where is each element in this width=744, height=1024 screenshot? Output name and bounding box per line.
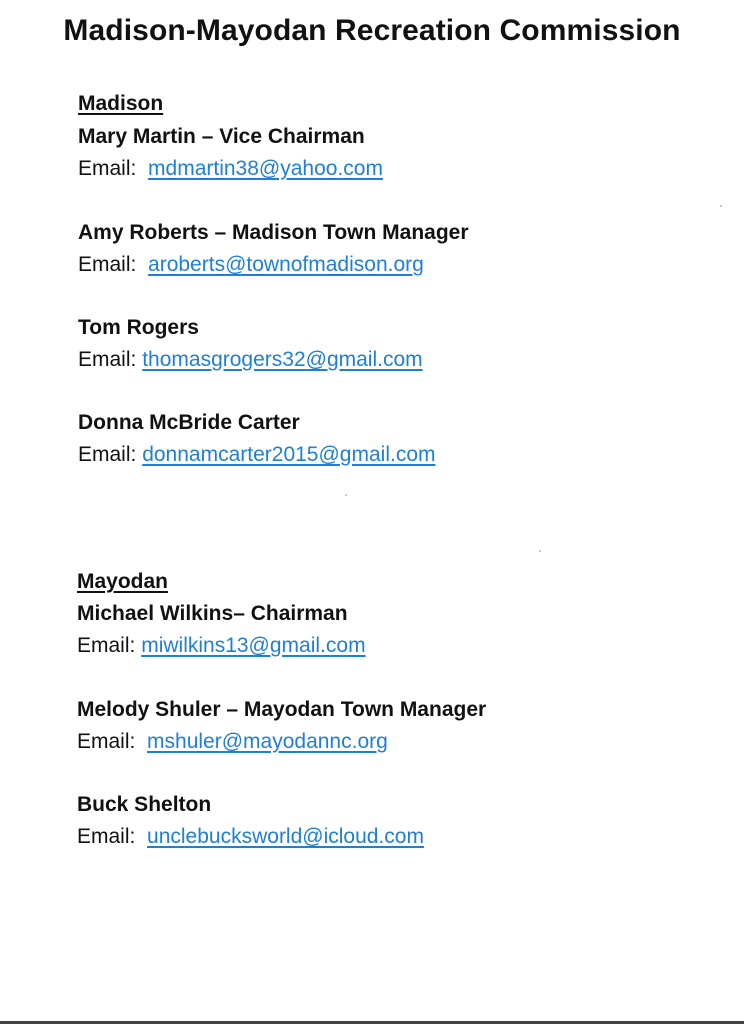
email-label: Email: bbox=[78, 253, 137, 276]
scan-speck bbox=[720, 205, 722, 207]
email-label: Email: bbox=[78, 348, 137, 371]
member-email-line bbox=[78, 153, 738, 185]
member-name: Michael Wilkins– Chairman bbox=[77, 602, 348, 625]
member-name: Amy Roberts – Madison Town Manager bbox=[78, 221, 469, 244]
member-name: Buck Shelton bbox=[77, 793, 212, 816]
member-melody-shuler bbox=[77, 694, 737, 758]
email-link[interactable]: donnamcarter2015@gmail.com bbox=[142, 443, 436, 466]
member-name: Donna McBride Carter bbox=[78, 411, 300, 434]
scan-speck bbox=[539, 550, 541, 552]
member-michael-wilkins bbox=[77, 598, 737, 662]
email-link[interactable]: aroberts@townofmadison.org bbox=[148, 253, 424, 276]
member-email-line bbox=[77, 630, 737, 662]
section-heading-mayodan: Mayodan bbox=[77, 570, 169, 593]
email-link[interactable]: thomasgrogers32@gmail.com bbox=[142, 348, 423, 371]
email-label: Email: bbox=[77, 825, 136, 848]
section-heading-madison: Madison bbox=[78, 92, 164, 115]
email-link[interactable]: unclebucksworld@icloud.com bbox=[147, 825, 424, 848]
member-buck-shelton bbox=[77, 789, 737, 853]
email-link[interactable]: mshuler@mayodannc.org bbox=[147, 730, 388, 753]
member-tom-rogers bbox=[78, 312, 738, 376]
member-email-line bbox=[77, 821, 737, 853]
member-donna-mcbride-carter bbox=[78, 407, 738, 471]
email-link[interactable]: mdmartin38@yahoo.com bbox=[148, 157, 383, 180]
email-link[interactable]: miwilkins13@gmail.com bbox=[141, 634, 366, 657]
scan-speck bbox=[345, 494, 347, 496]
email-label: Email: bbox=[78, 443, 137, 466]
member-name: Melody Shuler – Mayodan Town Manager bbox=[77, 698, 487, 721]
member-mary-martin bbox=[78, 121, 738, 185]
member-email-line bbox=[78, 249, 738, 281]
email-label: Email: bbox=[78, 157, 137, 180]
email-label: Email: bbox=[77, 730, 136, 753]
member-name: Mary Martin – Vice Chairman bbox=[78, 125, 365, 148]
member-name: Tom Rogers bbox=[78, 316, 199, 339]
member-email-line bbox=[78, 344, 738, 376]
member-email-line bbox=[77, 726, 737, 758]
member-amy-roberts bbox=[78, 217, 738, 281]
email-label: Email: bbox=[77, 634, 136, 657]
member-email-line bbox=[78, 439, 738, 471]
page-title: Madison-Mayodan Recreation Commission bbox=[63, 14, 681, 47]
